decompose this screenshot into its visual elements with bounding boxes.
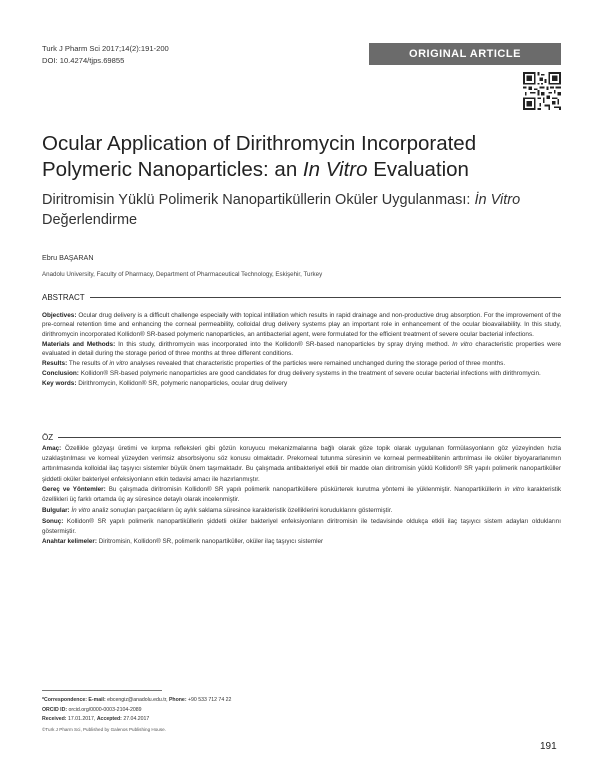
- journal-reference: [42, 43, 169, 66]
- journal-citation: Turk J Pharm Sci 2017;14(2):191-200: [42, 44, 169, 53]
- objectives-label: Objectives:: [42, 312, 77, 319]
- sonuc-text: Kollidon® SR yapılı polimerik nanopartiküllerin şiddetli oküler bakteriyel enfeksiyonların diritromisin ile tedavisinde oldukça etkili ilaç taşıyıcı sistem adayları olduklarını göstermiştir.: [42, 517, 561, 535]
- phone-label: Phone:: [168, 697, 187, 703]
- doi: DOI: 10.4274/tjps.69855: [42, 55, 125, 65]
- author-affiliation: Anadolu University, Faculty of Pharmacy, Department of Pharmaceutical Technology, Eskişehir, Turkey: [42, 271, 323, 278]
- anahtar-label: Anahtar kelimeler:: [42, 538, 97, 546]
- ozet-heading-label: ÖZ: [42, 433, 54, 442]
- ozet-amac: [42, 444, 561, 485]
- anahtar-text: Diritromisin, Kollidon® SR, polimerik nanopartiküller, oküler ilaç taşıyıcı sistemler: [96, 538, 324, 546]
- abstract-methods: [42, 340, 561, 359]
- phone-value: +90 533 712 74 22: [186, 697, 232, 703]
- abstract-conclusion: [42, 369, 561, 378]
- article-title-english: [42, 131, 562, 183]
- methods-text: characteristic properties were evaluated in detail during the storage period of three months at three different conditions.: [42, 340, 561, 358]
- ozet-body: [42, 444, 561, 548]
- orcid-value: orcid.org/0000-0003-2104-2089: [67, 706, 142, 713]
- divider: [58, 437, 561, 438]
- bulgular-label: Bulgular:: [42, 507, 70, 514]
- bulgular-text: analiz sonuçları parçacıkların üç aylık saklama süresince karakteristik özelliklerini koruduklarını göstermiştir.: [90, 507, 393, 514]
- title-line-2: [42, 157, 562, 183]
- conclusion-label: Conclusion:: [42, 370, 79, 378]
- conclusion-text: Kollidon® SR-based polymeric nanoparticles are good candidates for drug delivery systems in the treatment of severe ocular bacterial infections with dirithromycin.: [78, 370, 541, 378]
- abstract-objectives: [42, 311, 561, 339]
- correspondence-label: *Correspondence: E-mail:: [42, 697, 106, 703]
- orcid: [42, 706, 231, 716]
- divider: [90, 297, 561, 298]
- sonuc-label: Sonuç:: [42, 517, 64, 525]
- copyright: ©Turk J Pharm Sci, Published by Galenos Publishing House.: [42, 726, 166, 732]
- footer-notes: [42, 696, 231, 734]
- dates: [42, 715, 231, 725]
- abstract-heading: [42, 293, 561, 302]
- footer-divider: [42, 690, 162, 691]
- gerec-text: karakteristik özellikleri üç farklı ortamda üç ay süresince detaylı olarak incelenmiştir.: [42, 486, 562, 504]
- amac-label: Amaç:: [42, 445, 62, 452]
- title-line-1: Ocular Application of Dirithromycin Incorporated: [42, 132, 477, 155]
- accepted-value: 27.04.2017: [121, 716, 150, 723]
- orcid-label: ORCID ID:: [42, 706, 68, 713]
- abstract-heading-label: ABSTRACT: [42, 293, 85, 302]
- keywords-label: Key words:: [42, 380, 77, 388]
- gerec-label: Gereç ve Yöntemler:: [42, 486, 106, 494]
- article-type-banner: ORIGINAL ARTICLE: [369, 43, 561, 65]
- received-label: Received:: [42, 716, 67, 723]
- title-text: Evaluation: [367, 158, 469, 181]
- keywords-text: Dirithromycin, Kollidon® SR, polymeric nanoparticles, ocular drug delivery: [76, 380, 288, 388]
- accepted-label: Accepted:: [96, 716, 122, 723]
- results-text: analyses revealed that characteristic properties of the particles were remained unchanged during the storage period of three months.: [128, 360, 506, 368]
- turkish-title-text: Diritromisin Yüklü Polimerik Nanopartiküllerin Oküler Uygulanması:: [42, 192, 475, 208]
- author-name: Ebru BAŞARAN: [42, 253, 94, 262]
- ozet-sonuc: [42, 517, 561, 537]
- page-number: 191: [540, 741, 557, 752]
- objectives-text: Ocular drug delivery is a difficult challenge especially with topical intillation which results in rapid drainage and non-productive drug absorption. For the improvement of the pre-corneal retention time and enhancing the corneal permeability, colloidal drug delivery systems play an important role in enhancement of the ocular bioavailability. In this study, dirithromycin incorporated Kollidon® SR-based polymeric nanoparticles, an antibacterial agent, were formulated for the efficient treatment of severe ocular bacterial infections.: [42, 312, 561, 338]
- methods-label: Materials and Methods:: [42, 340, 116, 348]
- methods-text: In this study, dirithromycin was incorporated into the Kollidon® SR-based nanoparticles by spray drying method.: [115, 340, 453, 348]
- results-italic: in vitro: [109, 360, 129, 368]
- ozet-heading: [42, 433, 561, 442]
- bulgular-italic: İn vitro: [71, 507, 91, 514]
- received-value: 17.01.2017,: [66, 716, 97, 723]
- ozet-gerec: [42, 485, 561, 505]
- article-title-turkish: [42, 190, 562, 230]
- title-text: Polymeric Nanoparticles: an: [42, 158, 303, 181]
- correspondence-email: ebcengiz@anadolu.edu.tr,: [105, 697, 169, 703]
- title-italic: In Vitro: [302, 158, 368, 181]
- abstract-results: [42, 359, 561, 368]
- results-text: The results of: [67, 360, 110, 368]
- gerec-text: Bu çalışmada diritromisin Kollidon® SR yapılı polimerik nanopartiküllere püskürterek kurutma yöntemi ile yüklenmiştir. Nanopartiküllerin: [105, 486, 505, 494]
- qr-code-icon: [523, 72, 561, 110]
- ozet-bulgular: [42, 506, 561, 516]
- turkish-title-italic: İn Vitro: [474, 192, 521, 208]
- ozet-anahtar: [42, 537, 561, 547]
- results-label: Results:: [42, 360, 68, 368]
- amac-text: Özellikle gözyaşı üretimi ve kırpma refleksleri gibi gözün koruyucu mekanizmalarına bağlı olarak göze topik olarak uygulanan formülasyonların göz yüzeyinden hızla uzaklaştırılması ve korneal yüzeyden verimsiz absorbsiyonu söz konusu olmaktadır. Prekorneal tutunma süresinin ve korneal permeabilitenin arttırılması ile oküler biyoyararlanımın arttırılmasında kolloidal ilaç taşıyıcı sistemler büyük önem taşımaktadır. Bu çalışmada antibakteriyel etkili bir madde olan diritromisin yüklü Kollidon® SR yapılı polimerik nanopartiküller şiddetli oküler bakteriyel enfeksiyonların etkin tedavisi amacı ile hazırlanmıştır.: [42, 445, 561, 483]
- turkish-title-text: Değerlendirme: [42, 212, 138, 228]
- abstract-body: [42, 311, 561, 389]
- correspondence: [42, 696, 231, 706]
- gerec-italic: in vitro: [504, 486, 525, 494]
- methods-italic: In vitro: [452, 340, 473, 348]
- abstract-keywords: [42, 379, 561, 388]
